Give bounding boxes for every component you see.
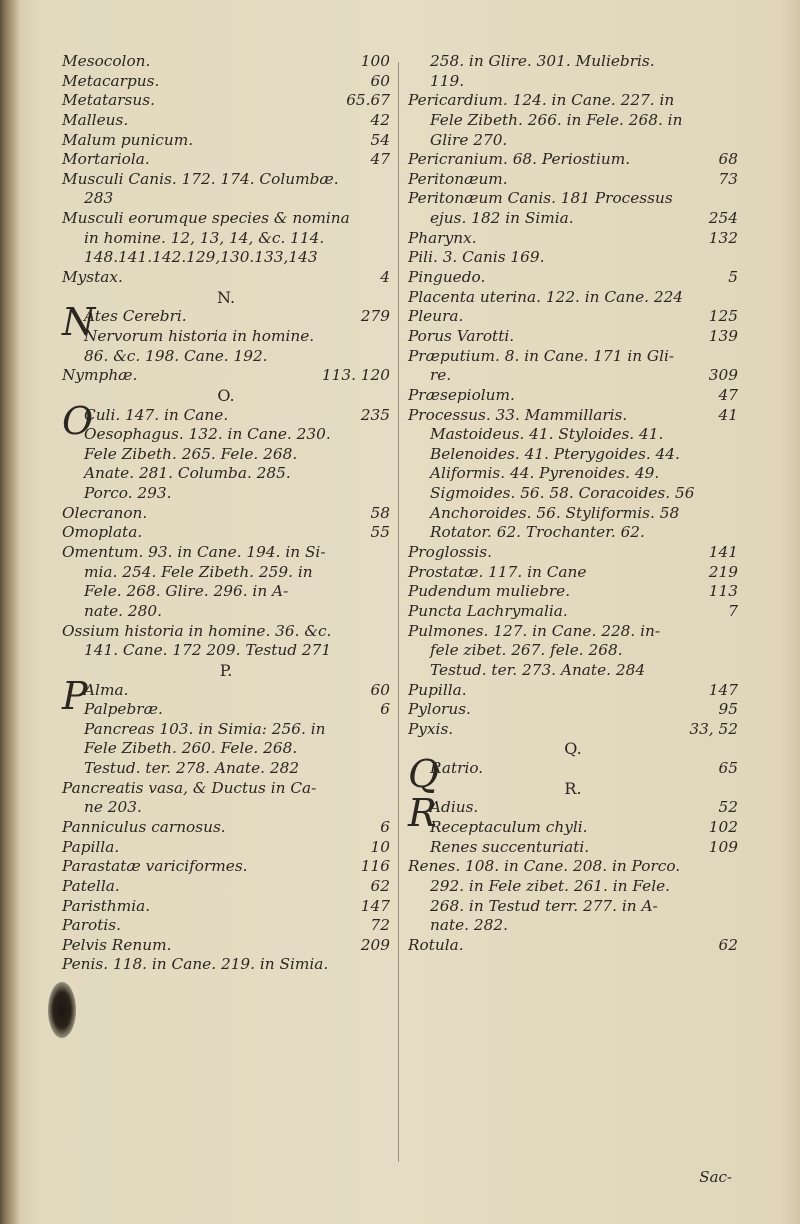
index-term: Peritonæum Canis. 181 Processus xyxy=(408,189,673,208)
index-term: Culi. 147. in Cane. xyxy=(84,405,229,424)
index-term: Anchoroides. 56. Styliformis. 58 xyxy=(430,503,680,522)
index-term: Pancreatis vasa, & Ductus in Ca- xyxy=(62,778,317,797)
index-line xyxy=(408,327,738,347)
index-line xyxy=(408,111,738,131)
index-term: Fele. 268. Glire. 296. in A- xyxy=(84,582,289,601)
index-term: Nervorum historia in homine. xyxy=(84,326,315,345)
index-term: 283 xyxy=(84,189,114,208)
index-line xyxy=(62,641,390,661)
page-reference: 116 xyxy=(360,857,390,876)
page-reference: 209 xyxy=(360,935,390,954)
page-reference: 47 xyxy=(718,385,738,404)
index-term: Pulmones. 127. in Cane. 228. in- xyxy=(408,621,661,640)
index-line xyxy=(408,523,738,543)
index-line xyxy=(62,897,390,917)
index-term: Musculi eorumque species & nomina xyxy=(62,209,350,228)
page-reference: 47 xyxy=(370,150,390,169)
section-letter-heading: Q. xyxy=(564,739,582,759)
index-term: Glire 270. xyxy=(430,130,508,149)
index-term: Omoplata. xyxy=(62,523,143,542)
page-reference: 72 xyxy=(370,916,390,935)
index-term: 119. xyxy=(430,71,465,90)
index-term: re. xyxy=(430,366,452,385)
index-line xyxy=(62,504,390,524)
page-reference: 62 xyxy=(718,935,738,954)
index-term: Patella. xyxy=(62,876,120,895)
page-reference: 68 xyxy=(718,150,738,169)
index-line xyxy=(62,386,390,406)
index-term: Mystax. xyxy=(62,268,123,287)
index-line xyxy=(408,425,738,445)
page-reference: 65 xyxy=(718,759,738,778)
index-term: in homine. 12, 13, 14, &c. 114. xyxy=(84,228,325,247)
index-term: nate. 280. xyxy=(84,601,162,620)
index-term: Renes succenturiati. xyxy=(430,837,590,856)
index-line xyxy=(62,150,390,170)
page-reference: 309 xyxy=(708,366,738,385)
drop-capital: R xyxy=(408,791,437,836)
index-column-left xyxy=(62,52,390,975)
index-line xyxy=(62,248,390,268)
index-line xyxy=(408,464,738,484)
page-reference: 4 xyxy=(380,268,390,287)
index-term: Pupilla. xyxy=(408,680,467,699)
index-line xyxy=(408,916,738,936)
index-line xyxy=(408,406,738,426)
index-term: Metacarpus. xyxy=(62,71,160,90)
index-line xyxy=(408,720,738,740)
index-term: Pleura. xyxy=(408,307,464,326)
index-line xyxy=(408,288,738,308)
index-line xyxy=(408,661,738,681)
column-divider xyxy=(398,62,399,1162)
page-reference: 58 xyxy=(370,503,390,522)
index-line xyxy=(62,582,390,602)
index-line xyxy=(408,209,738,229)
index-line xyxy=(408,366,738,386)
drop-capital: P xyxy=(62,673,88,718)
page-reference: 42 xyxy=(370,110,390,129)
index-term: 148.141.142.129,130.133,143 xyxy=(84,248,318,267)
index-line xyxy=(62,720,390,740)
index-term: Alma. xyxy=(84,680,129,699)
index-line xyxy=(62,366,390,386)
index-line xyxy=(408,248,738,268)
drop-capital: Q xyxy=(408,752,440,797)
index-term: Pericardium. 124. in Cane. 227. in xyxy=(408,91,675,110)
index-line xyxy=(62,543,390,563)
index-line xyxy=(62,425,390,445)
index-term: Rotula. xyxy=(408,935,464,954)
index-term: Porco. 293. xyxy=(84,484,172,503)
page-reference: 147 xyxy=(360,896,390,915)
index-line xyxy=(408,936,738,956)
page-reference: 52 xyxy=(718,798,738,817)
index-line xyxy=(62,111,390,131)
index-line xyxy=(408,700,738,720)
index-line xyxy=(62,52,390,72)
index-term: 268. in Testud terr. 277. in A- xyxy=(430,896,658,915)
index-term: Præputium. 8. in Cane. 171 in Gli- xyxy=(408,346,675,365)
section-letter-heading: O. xyxy=(217,385,235,405)
index-term: Adius. xyxy=(430,798,479,817)
index-term: Pili. 3. Canis 169. xyxy=(408,248,545,267)
index-term: Anate. 281. Columba. 285. xyxy=(84,464,291,483)
index-term: nate. 282. xyxy=(430,916,508,935)
page-reference: 6 xyxy=(380,817,390,836)
index-line xyxy=(62,739,390,759)
index-term: Nymphæ. xyxy=(62,366,138,385)
page-reference: 10 xyxy=(370,837,390,856)
index-line xyxy=(408,838,738,858)
index-line xyxy=(62,563,390,583)
page-reference: 219 xyxy=(708,562,738,581)
page-reference: 139 xyxy=(708,326,738,345)
index-column-right xyxy=(408,52,738,955)
index-term: Porus Varotti. xyxy=(408,326,515,345)
index-line xyxy=(62,131,390,151)
index-term: Præsepiolum. xyxy=(408,385,515,404)
page-reference: 102 xyxy=(708,817,738,836)
index-line xyxy=(62,877,390,897)
page-reference: 62 xyxy=(370,876,390,895)
page-reference: 147 xyxy=(708,680,738,699)
index-term: ejus. 182 in Simia. xyxy=(430,209,574,228)
index-line xyxy=(408,229,738,249)
index-term: Papilla. xyxy=(62,837,120,856)
index-line xyxy=(408,897,738,917)
page-reference: 5 xyxy=(728,268,738,287)
index-line xyxy=(62,347,390,367)
index-line xyxy=(408,622,738,642)
page-reference: 109 xyxy=(708,837,738,856)
page-reference: 113. 120 xyxy=(321,366,390,385)
index-line xyxy=(62,484,390,504)
page-reference: 95 xyxy=(718,700,738,719)
index-term: Ossium historia in homine. 36. &c. xyxy=(62,621,332,640)
index-line xyxy=(62,72,390,92)
index-line xyxy=(408,170,738,190)
page-reference: 235 xyxy=(360,405,390,424)
index-line xyxy=(408,347,738,367)
index-term: Ratrio. xyxy=(430,759,484,778)
index-line xyxy=(62,464,390,484)
ink-stain xyxy=(48,982,76,1038)
page-reference: 60 xyxy=(370,71,390,90)
index-line xyxy=(62,622,390,642)
index-term: Fele Zibeth. 266. in Fele. 268. in xyxy=(430,110,683,129)
index-line xyxy=(408,752,738,797)
index-term: Pelvis Renum. xyxy=(62,935,172,954)
index-line xyxy=(408,582,738,602)
section-letter-heading: R. xyxy=(564,778,582,798)
index-term: Renes. 108. in Cane. 208. in Porco. xyxy=(408,857,681,876)
index-line xyxy=(408,739,738,759)
index-line xyxy=(408,386,738,406)
index-line xyxy=(408,445,738,465)
index-line xyxy=(62,229,390,249)
catchword: Sac- xyxy=(699,1168,732,1186)
index-term: ne 203. xyxy=(84,798,142,817)
index-term: Penis. 118. in Cane. 219. in Simia. xyxy=(62,955,329,974)
index-line xyxy=(62,91,390,111)
index-term: Malleus. xyxy=(62,110,129,129)
index-line xyxy=(62,445,390,465)
page-reference: 100 xyxy=(360,52,390,70)
index-term: Testud. ter. 278. Anate. 282 xyxy=(84,759,300,778)
index-term: Rotator. 62. Trochanter. 62. xyxy=(430,523,645,542)
index-term: Oesophagus. 132. in Cane. 230. xyxy=(84,425,331,444)
index-line xyxy=(62,798,390,818)
index-term: Pancreas 103. in Simia: 256. in xyxy=(84,719,326,738)
index-term: Testud. ter. 273. Anate. 284 xyxy=(430,660,646,679)
index-term: 86. &c. 198. Cane. 192. xyxy=(84,346,268,365)
page-reference: 73 xyxy=(718,169,738,188)
index-line xyxy=(62,288,390,308)
index-term: Pudendum muliebre. xyxy=(408,582,571,601)
page-reference: 65.67 xyxy=(346,91,390,110)
index-line xyxy=(62,170,390,190)
index-term: Peritonæum. xyxy=(408,169,508,188)
page-reference: 113 xyxy=(708,582,738,601)
page-reference: 60 xyxy=(370,680,390,699)
page-reference: 41 xyxy=(718,405,738,424)
index-term: Pericranium. 68. Periostium. xyxy=(408,150,631,169)
index-line xyxy=(408,543,738,563)
index-line xyxy=(408,268,738,288)
index-line xyxy=(408,72,738,92)
index-term: Panniculus carnosus. xyxy=(62,817,226,836)
index-term: Mesocolon. xyxy=(62,52,151,70)
index-term: Puncta Lachrymalia. xyxy=(408,601,568,620)
index-term: 258. in Glire. 301. Muliebris. xyxy=(430,52,655,70)
index-line xyxy=(62,857,390,877)
index-line xyxy=(62,955,390,975)
index-line xyxy=(408,189,738,209)
index-line xyxy=(62,818,390,838)
index-line xyxy=(408,131,738,151)
drop-capital: N xyxy=(62,300,96,345)
index-line xyxy=(408,641,738,661)
index-line xyxy=(62,661,390,681)
index-term: Mastoideus. 41. Styloides. 41. xyxy=(430,425,664,444)
index-line xyxy=(62,838,390,858)
index-term: Mortariola. xyxy=(62,150,150,169)
index-line xyxy=(408,779,738,799)
index-term: 141. Cane. 172 209. Testud 271 xyxy=(84,641,332,660)
page-reference: 279 xyxy=(360,307,390,326)
index-line xyxy=(62,327,390,347)
drop-capital: O xyxy=(62,398,94,443)
index-term: Prostatæ. 117. in Cane xyxy=(408,562,587,581)
index-term: Pharynx. xyxy=(408,228,477,247)
index-term: 292. in Fele zibet. 261. in Fele. xyxy=(430,876,670,895)
index-term: Aliformis. 44. Pyrenoides. 49. xyxy=(430,464,660,483)
index-line xyxy=(408,877,738,897)
index-line xyxy=(408,681,738,701)
page-reference: 55 xyxy=(370,523,390,542)
page-reference: 254 xyxy=(708,209,738,228)
index-term: Omentum. 93. in Cane. 194. in Si- xyxy=(62,543,326,562)
index-term: fele zibet. 267. fele. 268. xyxy=(430,641,623,660)
index-term: Proglossis. xyxy=(408,543,493,562)
index-line xyxy=(408,504,738,524)
section-letter-heading: N. xyxy=(216,287,236,307)
index-term: Pyxis. xyxy=(408,719,454,738)
index-line xyxy=(408,563,738,583)
index-line xyxy=(408,91,738,111)
index-term: Malum punicum. xyxy=(62,130,194,149)
index-line xyxy=(62,779,390,799)
index-term: Fele Zibeth. 265. Fele. 268. xyxy=(84,444,298,463)
index-line xyxy=(408,818,738,838)
index-term: mia. 254. Fele Zibeth. 259. in xyxy=(84,562,313,581)
index-line xyxy=(62,700,390,720)
page-reference: 7 xyxy=(728,601,738,620)
index-term: Ates Cerebri. xyxy=(84,307,187,326)
index-line xyxy=(62,209,390,229)
page-reference: 6 xyxy=(380,700,390,719)
index-term: Paristhmia. xyxy=(62,896,151,915)
index-term: Receptaculum chyli. xyxy=(430,817,588,836)
index-term: Musculi Canis. 172. 174. Columbæ. xyxy=(62,169,339,188)
index-term: Pinguedo. xyxy=(408,268,486,287)
index-line xyxy=(408,52,738,72)
index-line xyxy=(408,857,738,877)
index-line xyxy=(62,523,390,543)
index-term: Palpebræ. xyxy=(84,700,163,719)
index-term: Olecranon. xyxy=(62,503,148,522)
index-line xyxy=(62,936,390,956)
page-reference: 54 xyxy=(370,130,390,149)
index-line xyxy=(62,602,390,622)
page-reference: 33, 52 xyxy=(689,719,738,738)
index-term: Belenoides. 41. Pterygoides. 44. xyxy=(430,444,680,463)
page-reference: 125 xyxy=(708,307,738,326)
index-line xyxy=(408,307,738,327)
page-reference: 132 xyxy=(708,228,738,247)
index-line xyxy=(408,602,738,622)
index-term: Processus. 33. Mammillaris. xyxy=(408,405,628,424)
index-line xyxy=(62,268,390,288)
index-line xyxy=(62,916,390,936)
index-term: Sigmoides. 56. 58. Coracoides. 56 xyxy=(430,484,695,503)
page-reference: 141 xyxy=(708,543,738,562)
book-gutter xyxy=(0,0,20,1224)
index-line xyxy=(408,484,738,504)
index-line xyxy=(62,759,390,779)
index-term: Parotis. xyxy=(62,916,121,935)
index-term: Fele Zibeth. 260. Fele. 268. xyxy=(84,739,298,758)
index-term: Parastatæ variciformes. xyxy=(62,857,248,876)
index-term: Placenta uterina. 122. in Cane. 224 xyxy=(408,287,684,306)
index-term: Metatarsus. xyxy=(62,91,155,110)
index-line xyxy=(62,189,390,209)
index-term: Pylorus. xyxy=(408,700,471,719)
section-letter-heading: P. xyxy=(219,660,233,680)
index-line xyxy=(408,150,738,170)
